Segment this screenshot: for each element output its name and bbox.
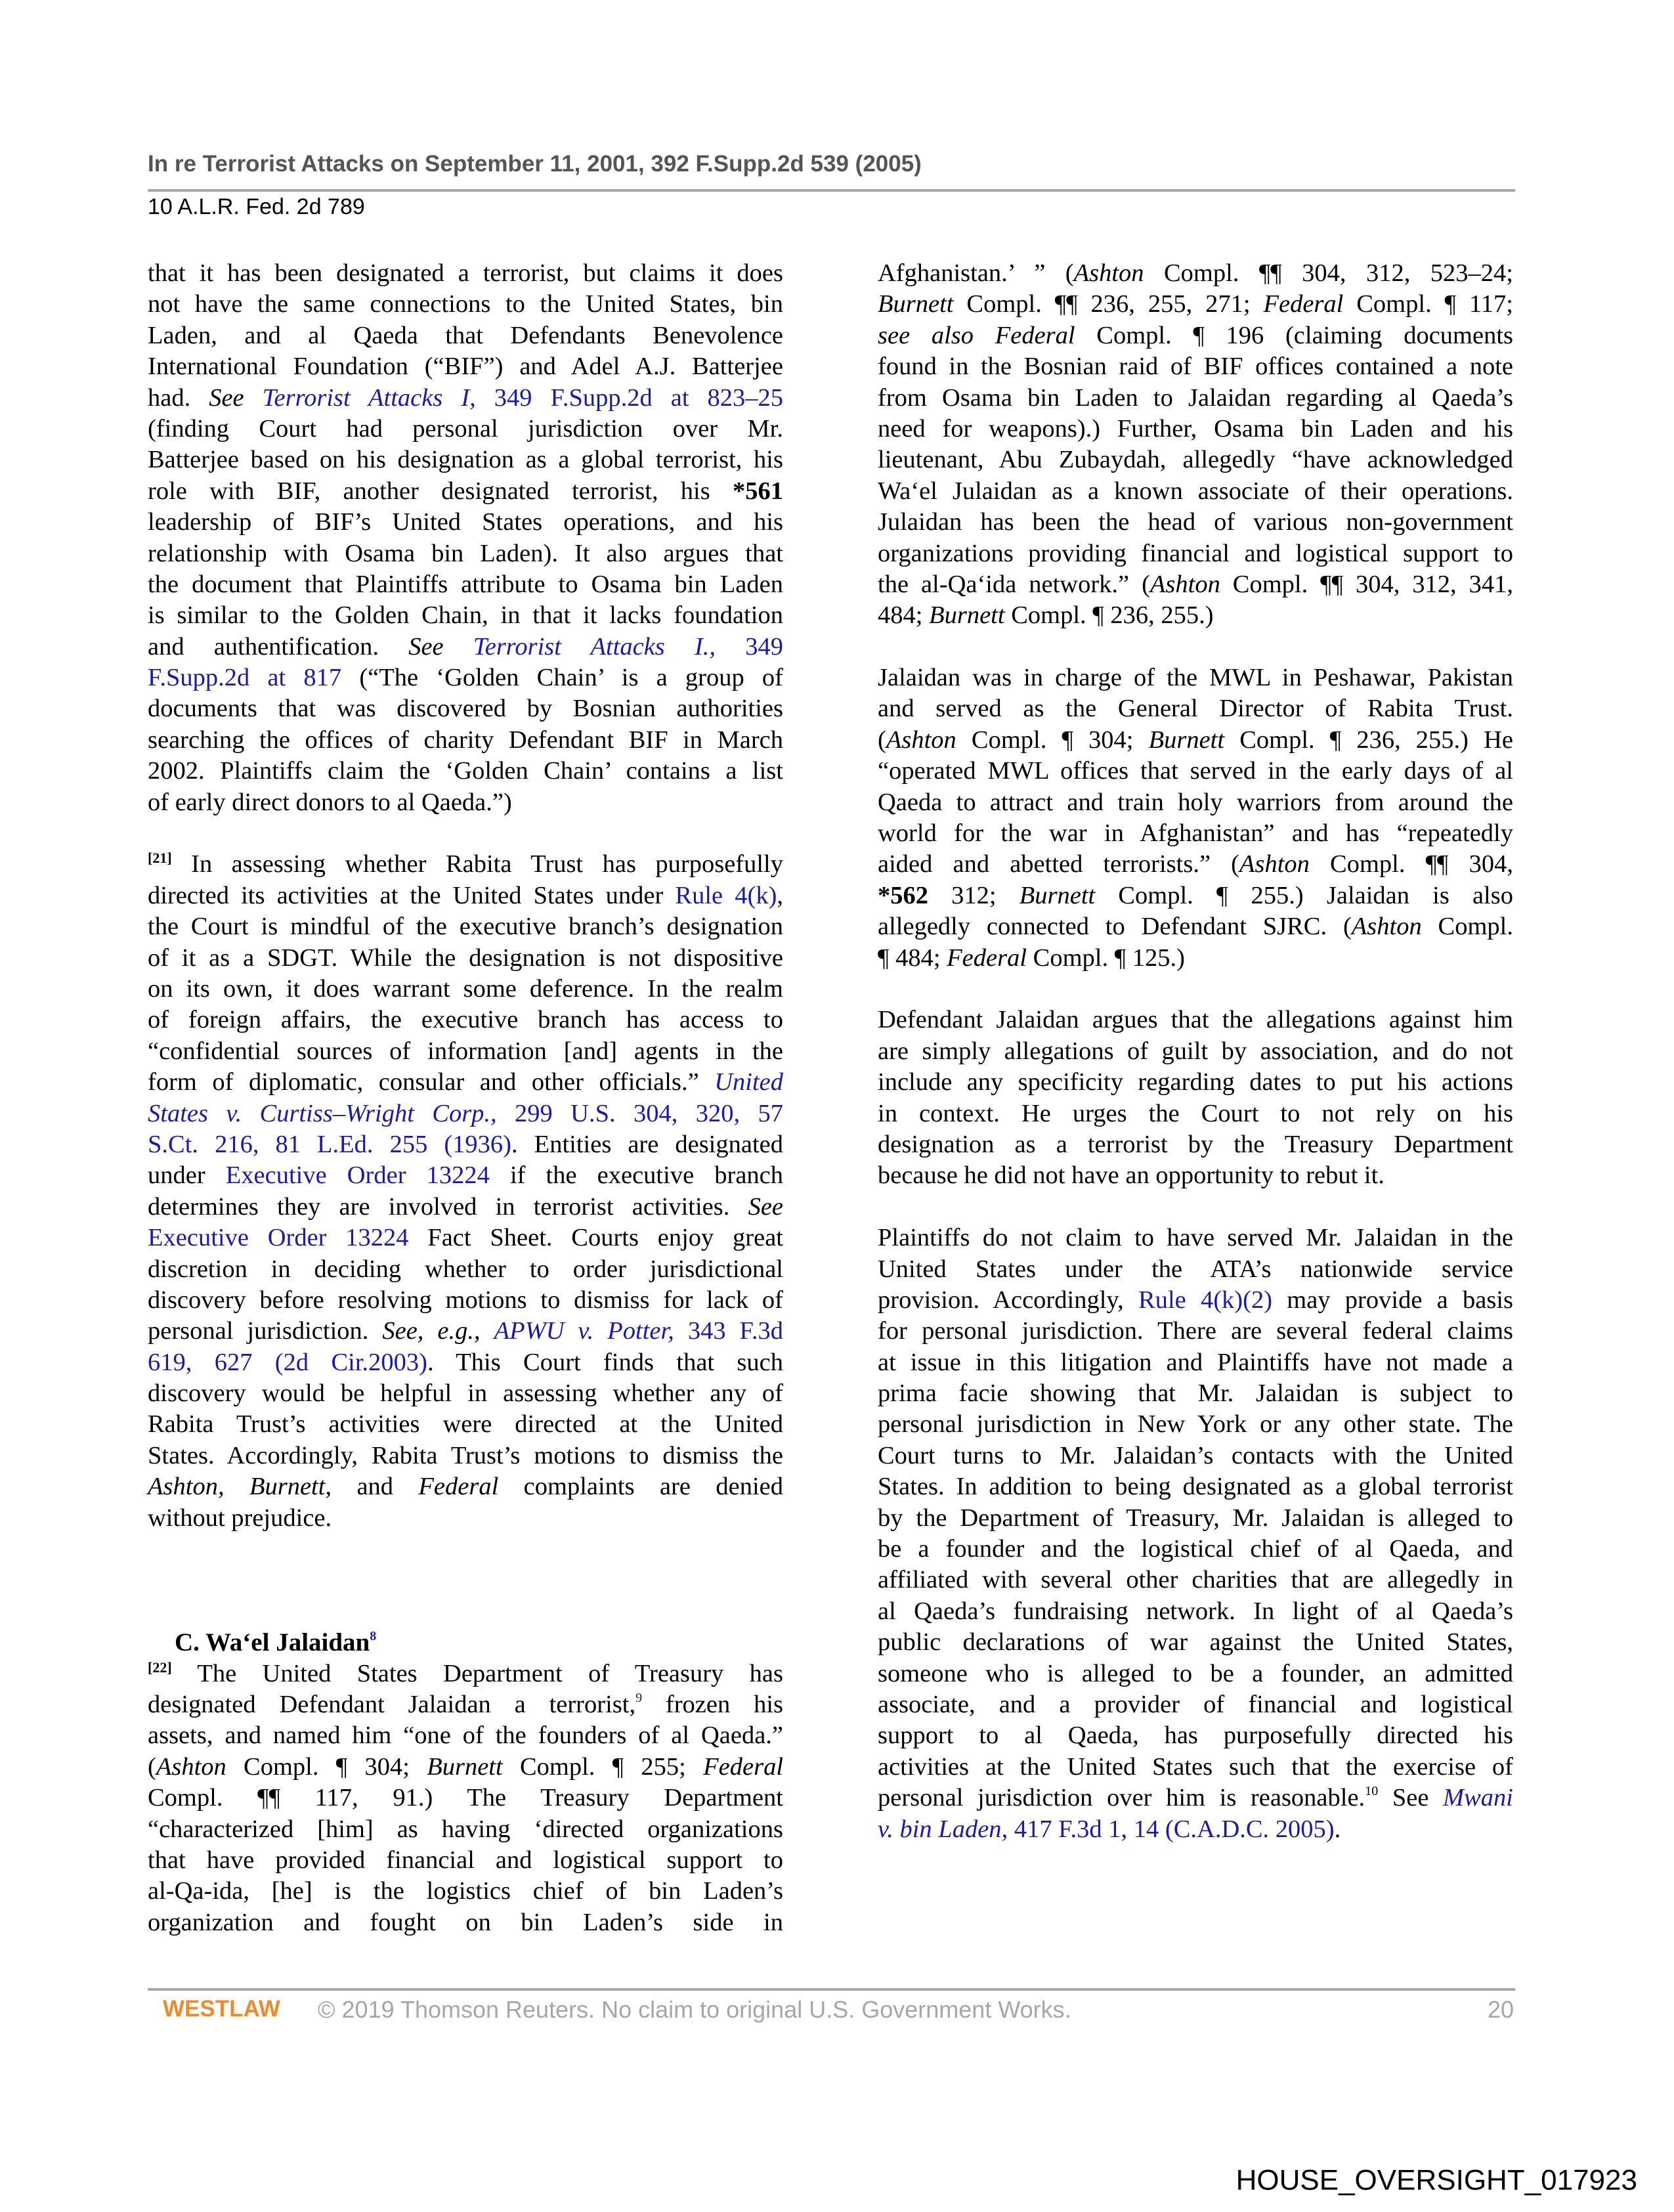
- citation-link-curtiss-wright-name[interactable]: States v. Curtiss–Wright Corp.,: [148, 1099, 497, 1127]
- text-line: activities at the United States such that the exercise of: [878, 1752, 1513, 1781]
- text-line: documents that was discovered by Bosnian authorities: [148, 695, 783, 723]
- text-line: assets, and named him “one of the founders of al Qaeda.”: [148, 1722, 783, 1750]
- text-line: include any specificity regarding dates to put his actions: [878, 1068, 1513, 1096]
- text-line: aided and abetted terrorists.” (Ashton Compl. ¶¶ 304,: [878, 850, 1513, 878]
- citation-link-sct-216[interactable]: S.Ct. 216, 81 L.Ed. 255 (1936): [148, 1130, 512, 1158]
- text-line: States. In addition to being designated as a global terrorist: [878, 1473, 1513, 1501]
- text-line: prima facie showing that Mr. Jalaidan is subject to: [878, 1379, 1513, 1408]
- text-line: be a founder and the logistical chief of al Qaeda, and: [878, 1535, 1513, 1563]
- text-line: Executive Order 13224 Fact Sheet. Courts enjoy great: [148, 1224, 783, 1252]
- text-line: designation as a terrorist by the Treasury Department: [878, 1130, 1513, 1158]
- citation-link-343-f3d[interactable]: 343 F.3d: [674, 1317, 783, 1345]
- text-line: ¶ 484; Federal Compl. ¶ 125.): [878, 943, 1185, 972]
- bates-stamp: HOUSE_OVERSIGHT_017923: [1235, 2164, 1637, 2196]
- citation-link-terrorist-attacks-i-2[interactable]: Terrorist Attacks I.,: [473, 632, 716, 661]
- text-line: that have provided financial and logistical support to: [148, 1846, 783, 1874]
- text-line: [22] The United States Department of Treasury has: [148, 1659, 783, 1687]
- text-line: allegedly connected to Defendant SJRC. (Ashton Compl.: [878, 913, 1513, 941]
- text-line: personal jurisdiction. See, e.g., APWU v. Potter, 343 F.3d: [148, 1317, 783, 1345]
- text-line: [21] In assessing whether Rabita Trust has purposefully: [148, 850, 784, 878]
- left-column: [148, 258, 783, 1938]
- text-line: affiliated with several other charities that are allegedly in: [878, 1566, 1513, 1594]
- text-line: on its own, it does warrant some deference. In the realm: [148, 974, 783, 1003]
- text-line: someone who is alleged to be a founder, an admitted: [878, 1659, 1513, 1687]
- section-heading: C. Wa‘el Jalaidan$^8$: [175, 1628, 377, 1657]
- text-line: discovery before resolving motions to dismiss for lack of: [148, 1286, 783, 1314]
- citation-link-349-fsupp-823[interactable]: 349 F.Supp.2d at 823–25: [494, 383, 783, 412]
- text-line: Compl. ¶¶ 117, 91.) The Treasury Department: [148, 1784, 783, 1812]
- footer-divider: [148, 1988, 1515, 1991]
- footnote-ref-9[interactable]: 9: [635, 1690, 643, 1705]
- text-line: States. Accordingly, Rabita Trust’s motions to dismiss the: [148, 1441, 783, 1469]
- citation-link-417-f3d[interactable]: , 417 F.3d 1, 14 (C.A.D.C. 2005): [1001, 1815, 1335, 1843]
- citation-link-619-627[interactable]: 619, 627 (2d Cir.2003): [148, 1348, 427, 1376]
- text-line: Wa‘el Julaidan as a known associate of their operations.: [878, 477, 1513, 505]
- text-line: Afghanistan.’ ” (Ashton Compl. ¶¶ 304, 312, 523–24;: [878, 259, 1513, 287]
- text-line: discretion in deciding whether to order jurisdictional: [148, 1255, 783, 1283]
- text-line: of it as a SDGT. While the designation is not dispositive: [148, 943, 783, 972]
- section-jalaidan: [148, 1627, 783, 1938]
- text-line: discovery would be helpful in assessing whether any of: [148, 1379, 783, 1408]
- text-line: v. bin Laden, 417 F.3d 1, 14 (C.A.D.C. 2005).: [878, 1815, 1341, 1843]
- text-line: (finding Court had personal jurisdiction over Mr.: [148, 414, 783, 443]
- header-divider: [148, 189, 1515, 192]
- text-line: 484; Burnett Compl. ¶ 236, 255.): [878, 601, 1214, 630]
- text-line: personal jurisdiction in New York or any other state. The: [878, 1410, 1513, 1439]
- citation-link-mwani[interactable]: Mwani: [1443, 1784, 1513, 1812]
- copyright-notice: © 2019 Thomson Reuters. No claim to original U.S. Government Works.: [318, 1996, 1071, 2023]
- text-line: world for the war in Afghanistan” and has “repeatedly: [878, 819, 1513, 848]
- headnote-21[interactable]: [21]: [148, 850, 172, 867]
- citation-link-curtiss-wright[interactable]: United: [714, 1068, 783, 1096]
- text-line: Court turns to Mr. Jalaidan’s contacts with the United: [878, 1441, 1513, 1469]
- text-line: searching the offices of charity Defendant BIF in March: [148, 726, 783, 754]
- text-line: provision. Accordingly, Rule 4(k)(2) may provide a basis: [878, 1286, 1513, 1314]
- text-line: public declarations of war against the United States,: [878, 1628, 1513, 1657]
- text-line: “confidential sources of information [and] agents in the: [148, 1037, 783, 1065]
- citation-link-apwu-v-potter[interactable]: APWU v. Potter,: [494, 1317, 674, 1345]
- rule-4k2-link[interactable]: Rule 4(k)(2): [1138, 1286, 1273, 1314]
- text-line: (Ashton Compl. ¶ 304; Burnett Compl. ¶ 255; Federal: [148, 1752, 784, 1781]
- text-line: International Foundation (“BIF”) and Adel A.J. Batterjee: [148, 353, 783, 381]
- text-line: Burnett Compl. ¶¶ 236, 255, 271; Federal Compl. ¶ 117;: [878, 290, 1513, 318]
- text-line: (Ashton Compl. ¶ 304; Burnett Compl. ¶ 236, 255.) He: [878, 726, 1514, 754]
- citation-link-terrorist-attacks-i[interactable]: Terrorist Attacks I,: [262, 383, 476, 412]
- text-line: organizations providing financial and logistical support to: [878, 539, 1513, 567]
- text-line: in context. He urges the Court to not rely on his: [878, 1099, 1513, 1127]
- right-column: [878, 258, 1513, 1845]
- text-line: need for weapons).) Further, Osama bin Laden and his: [878, 414, 1513, 443]
- text-line: *562 312; Burnett Compl. ¶ 255.) Jalaidan is also: [878, 881, 1513, 909]
- text-line: determines they are involved in terrorist activities. See: [148, 1192, 783, 1221]
- paragraph-plaintiffs-service: [878, 1223, 1513, 1845]
- executive-order-13224-link[interactable]: Executive Order 13224: [225, 1161, 490, 1190]
- text-line: Defendant Jalaidan argues that the allegations against him: [878, 1006, 1513, 1034]
- text-line: associate, and a provider of financial and logistical: [878, 1690, 1513, 1718]
- citation-link-299-us-304[interactable]: 299 U.S. 304, 320, 57: [496, 1099, 783, 1127]
- text-line: Laden, and al Qaeda that Defendants Benevolence: [148, 321, 783, 349]
- text-line: Qaeda to attract and train holy warriors from around the: [878, 788, 1513, 816]
- text-line: not have the same connections to the United States, bin: [148, 290, 783, 318]
- text-line: “operated MWL offices that served in the early days of al: [878, 757, 1513, 785]
- text-line: the document that Plaintiffs attribute to Osama bin Laden: [148, 570, 783, 598]
- text-line: personal jurisdiction over him is reasonable.$^{10}$ See Mwani: [878, 1784, 1513, 1812]
- paragraph-mwl-peshawar: [878, 662, 1513, 974]
- text-line: relationship with Osama bin Laden). It also argues that: [148, 539, 783, 567]
- text-line: Rabita Trust’s activities were directed at the United: [148, 1410, 783, 1439]
- text-line: the al-Qa‘ida network.” (Ashton Compl. ¶¶ 304, 312, 341,: [878, 570, 1513, 598]
- citation-link-fsupp-817[interactable]: F.Supp.2d at 817: [148, 664, 342, 692]
- text-line: organization and fought on bin Laden’s side in: [148, 1908, 783, 1936]
- westlaw-logo: WESTLAW: [163, 1996, 280, 2022]
- star-page-562: *562: [878, 881, 928, 909]
- text-line: Ashton, Burnett, and Federal complaints are denied: [148, 1473, 783, 1501]
- text-line: because he did not have an opportunity to rebut it.: [878, 1161, 1384, 1190]
- footnote-ref-10[interactable]: 10: [1365, 1784, 1379, 1799]
- executive-order-13224-link-2[interactable]: Executive Order 13224: [148, 1224, 409, 1252]
- paragraph-afghanistan-cont: [878, 258, 1513, 632]
- text-line: support to al Qaeda, has purposefully directed his: [878, 1722, 1513, 1750]
- text-line: under Executive Order 13224 if the executive branch: [148, 1161, 783, 1190]
- text-line: had. See Terrorist Attacks I, 349 F.Supp.2d at 823–25: [148, 383, 783, 412]
- text-line: al Qaeda’s fundraising network. In light of al Qaeda’s: [878, 1597, 1513, 1625]
- case-citation: 10 A.L.R. Fed. 2d 789: [148, 194, 365, 219]
- rule-4k-link[interactable]: Rule 4(k): [675, 881, 777, 909]
- text-line: and served as the General Director of Rabita Trust.: [878, 695, 1513, 723]
- text-line: for personal jurisdiction. There are several federal claims: [878, 1317, 1513, 1345]
- text-line: without prejudice.: [148, 1504, 332, 1532]
- text-line: directed its activities at the United States under Rule 4(k),: [148, 881, 784, 909]
- page-number: 20: [1487, 1996, 1514, 2023]
- text-line: F.Supp.2d at 817 (“The ‘Golden Chain’ is a group of: [148, 664, 783, 692]
- text-line: al-Qa-ida, [he] is the logistics chief of bin Laden’s: [148, 1877, 783, 1905]
- text-line: [148, 1098, 783, 1129]
- footnote-ref-8[interactable]: 8: [370, 1629, 377, 1644]
- text-line: and authentification. See Terrorist Attacks I., 349: [148, 632, 784, 661]
- text-line: role with BIF, another designated terrorist, his *561: [148, 477, 783, 505]
- text-line: Plaintiffs do not claim to have served Mr. Jalaidan in the: [878, 1224, 1513, 1252]
- text-line: form of diplomatic, consular and other officials.” United: [148, 1068, 783, 1096]
- text-line: the Court is mindful of the executive branch’s designation: [148, 913, 783, 941]
- headnote-22[interactable]: [22]: [148, 1659, 172, 1676]
- citation-link-v-bin-laden[interactable]: v. bin Laden: [878, 1815, 1002, 1843]
- paragraph-rabita-trust: [148, 849, 783, 1534]
- text-line: at issue in this litigation and Plaintiffs have not made a: [878, 1348, 1513, 1376]
- star-page-561: *561: [733, 477, 783, 505]
- text-line: see also Federal Compl. ¶ 196 (claiming documents: [878, 321, 1513, 349]
- text-line: S.Ct. 216, 81 L.Ed. 255 (1936). Entities are designated: [148, 1130, 784, 1158]
- case-title: In re Terrorist Attacks on September 11, 2001, 392 F.Supp.2d 539 (2005): [148, 151, 922, 177]
- text-line: 2002. Plaintiffs claim the ‘Golden Chain’ contains a list: [148, 757, 783, 785]
- text-line: that it has been designated a terrorist, but claims it does: [148, 259, 783, 287]
- text-line: United States under the ATA’s nationwide service: [878, 1255, 1513, 1283]
- text-line: leadership of BIF’s United States operations, and his: [148, 508, 783, 536]
- text-line: 619, 627 (2d Cir.2003). This Court finds that such: [148, 1348, 784, 1376]
- text-line: of foreign affairs, the executive branch has access to: [148, 1006, 783, 1034]
- text-line: designated Defendant Jalaidan a terrorist,$^9$ frozen his: [148, 1690, 784, 1718]
- text-line: by the Department of Treasury, Mr. Jalaidan is alleged to: [878, 1504, 1513, 1532]
- paragraph-defendant-argues: [878, 1005, 1513, 1191]
- citation-link-349[interactable]: 349: [745, 632, 784, 661]
- text-line: found in the Bosnian raid of BIF offices contained a note: [878, 353, 1513, 381]
- text-line: Batterjee based on his designation as a global terrorist, his: [148, 446, 783, 474]
- text-line: “characterized [him] as having ‘directed organizations: [148, 1815, 783, 1843]
- text-line: lieutenant, Abu Zubaydah, allegedly “have acknowledged: [878, 446, 1513, 474]
- text-line: of early direct donors to al Qaeda.”): [148, 788, 512, 816]
- text-line: Jalaidan was in charge of the MWL in Peshawar, Pakistan: [878, 664, 1513, 692]
- text-line: Julaidan has been the head of various non-government: [878, 508, 1513, 536]
- text-line: are simply allegations of guilt by association, and do not: [878, 1037, 1513, 1065]
- text-line: is similar to the Golden Chain, in that it lacks foundation: [148, 601, 783, 630]
- paragraph-batterjee: [148, 258, 783, 818]
- text-line: from Osama bin Laden to Jalaidan regarding al Qaeda’s: [878, 383, 1513, 412]
